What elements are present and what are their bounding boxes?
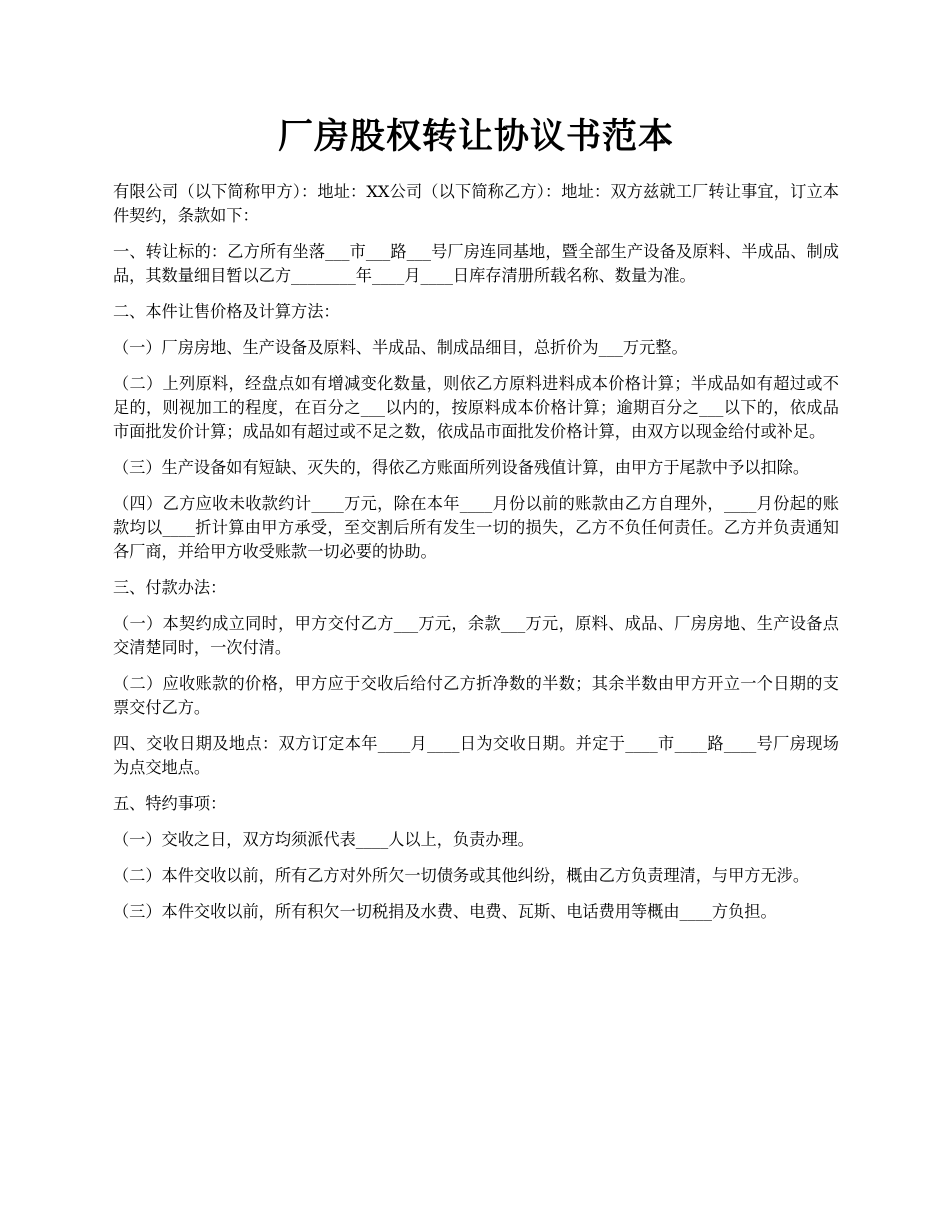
- paragraph-article-3-1: （一）本契约成立同时，甲方交付乙方___万元，余款___万元，原料、成品、厂房房地、生产设备点交清楚同时，一次付清。: [113, 614, 839, 657]
- paragraph-article-2-1: （一）厂房房地、生产设备及原料、半成品、制成品细目，总折价为___万元整。: [113, 338, 688, 357]
- paragraph-article-2-3: （三）生产设备如有短缺、灭失的，得依乙方账面所列设备残值计算，由甲方于尾款中予以扣除。: [113, 458, 810, 477]
- paragraph-article-3-heading: 三、付款办法：: [113, 578, 227, 597]
- document-title: 厂房股权转让协议书范本: [277, 116, 674, 157]
- document-page: [113, 0, 839, 936]
- paragraph-article-2-heading: 二、本件让售价格及计算方法：: [113, 302, 340, 321]
- paragraph-parties: 有限公司（以下简称甲方）：地址：XX公司（以下简称乙方）：地址：双方兹就工厂转让事宜，订立本件契约，条款如下：: [113, 182, 839, 225]
- paragraph-article-5-3: （三）本件交收以前，所有积欠一切税捐及水费、电费、瓦斯、电话费用等概由____方负担。: [113, 902, 777, 921]
- paragraph-article-5-heading: 五、特约事项：: [113, 794, 227, 813]
- paragraph-article-1: 一、转让标的：乙方所有坐落___市___路___号厂房连同基地，暨全部生产设备及原料、半成品、制成品，其数量细目暂以乙方________年____月____日库存清册所载名称、数量为准。: [113, 242, 839, 285]
- paragraph-article-3-2: （二）应收账款的价格，甲方应于交收后给付乙方折净数的半数；其余半数由甲方开立一个日期的支票交付乙方。: [113, 674, 839, 717]
- document-body: [113, 180, 839, 924]
- paragraph-article-5-2: （二）本件交收以前，所有乙方对外所欠一切债务或其他纠纷，概由乙方负责理清，与甲方无涉。: [113, 866, 810, 885]
- paragraph-article-5-1: （一）交收之日，双方均须派代表____人以上，负责办理。: [113, 830, 534, 849]
- paragraph-article-2-2: （二）上列原料，经盘点如有增减变化数量，则依乙方原料进料成本价格计算；半成品如有超过或不足的，则视加工的程度，在百分之___以内的，按原料成本价格计算；逾期百分之___以下的，依成品市面批发价计算；成品如有超过或不足之数，依成品市面批发价格计算，由双方以现金给付或补足。: [113, 374, 839, 441]
- paragraph-article-4: 四、交收日期及地点：双方订定本年____月____日为交收日期。并定于____市____路____号厂房现场为点交地点。: [113, 734, 839, 777]
- paragraph-article-2-4: （四）乙方应收未收款约计____万元，除在本年____月份以前的账款由乙方自理外，____月份起的账款均以____折计算由甲方承受，至交割后所有发生一切的损失，乙方不负任何责任。乙方并负责通知各厂商，并给甲方收受账款一切必要的协助。: [113, 494, 839, 561]
